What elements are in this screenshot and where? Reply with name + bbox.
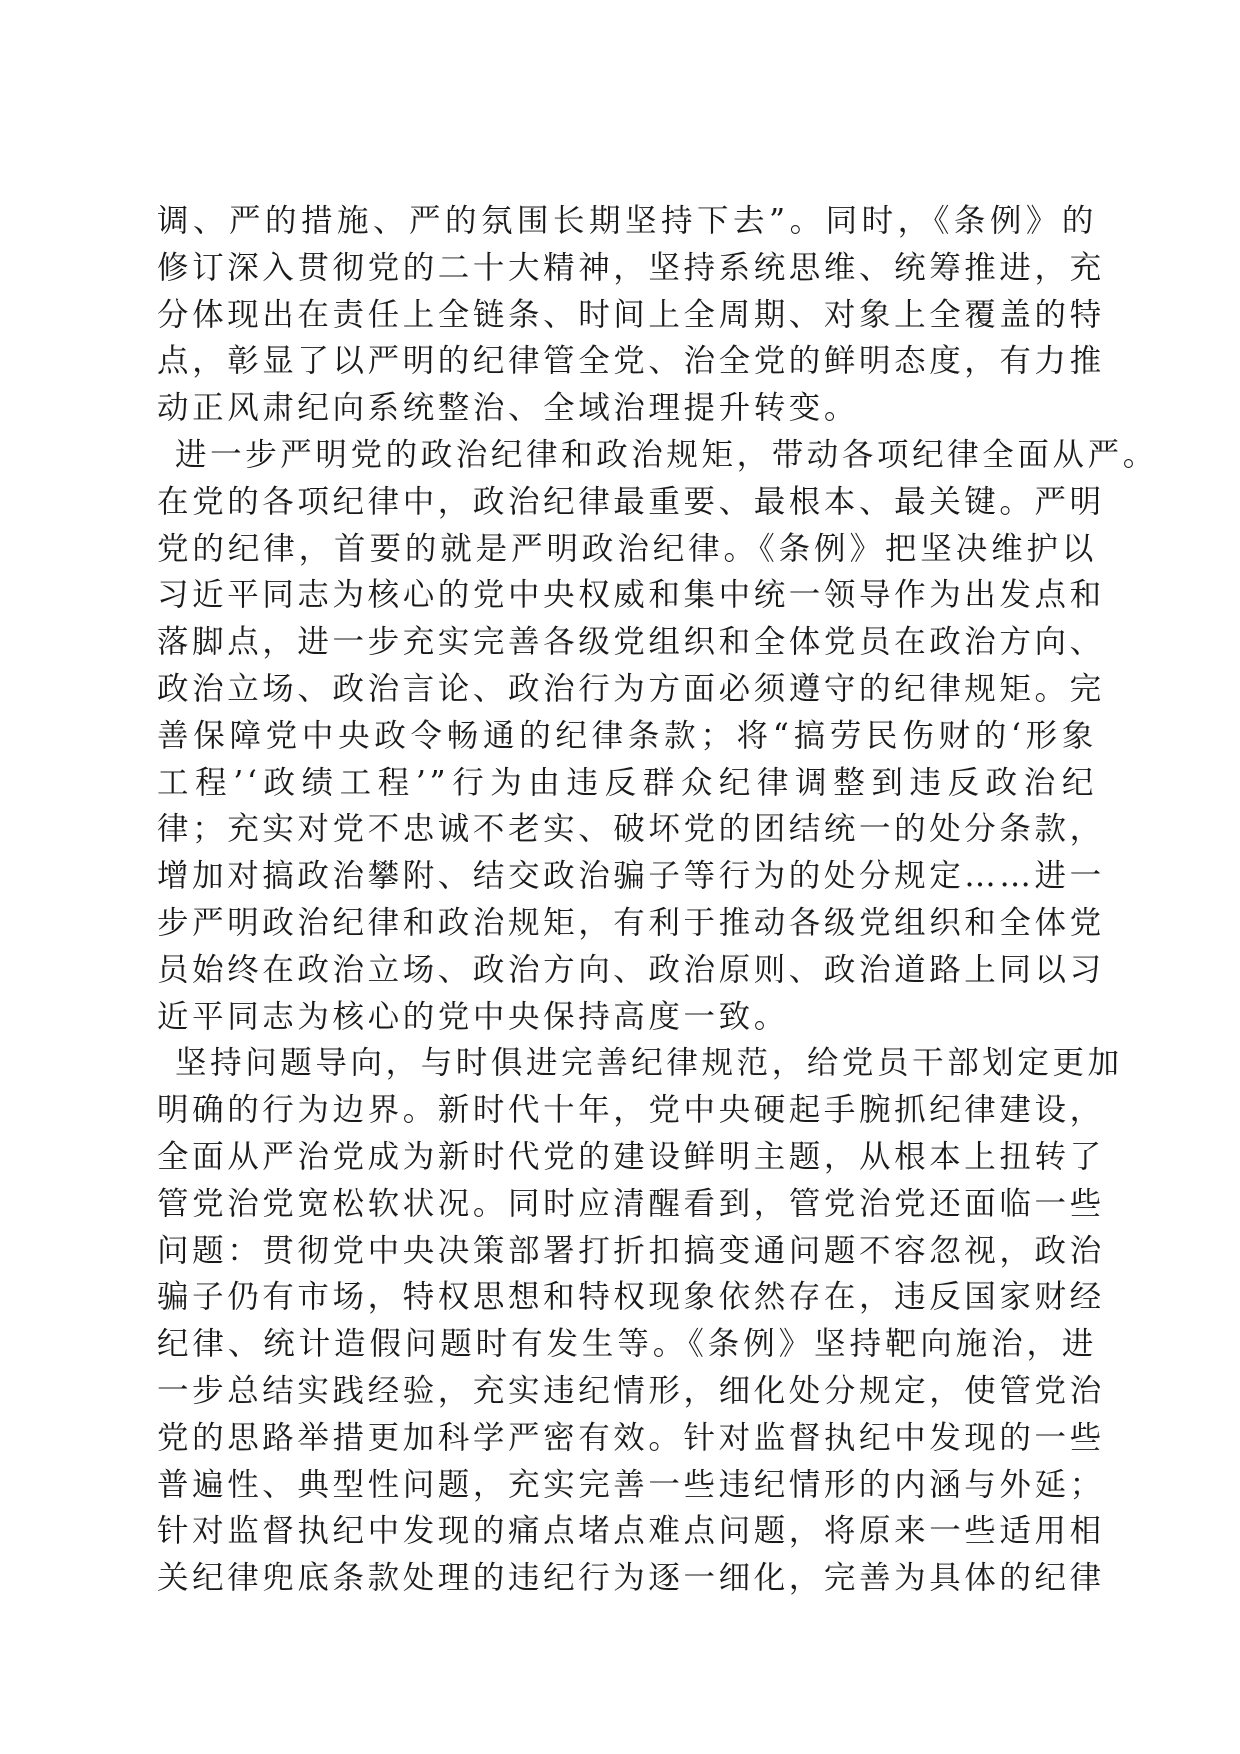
paragraph-first-line: 坚持问题导向，与时俱进完善纪律规范，给党员干部划定更加 bbox=[175, 1045, 1123, 1082]
text-line: 在党的各项纪律中，政治纪律最重要、最根本、最关键。严明 bbox=[157, 483, 1105, 520]
text-line: 近平同志为核心的党中央保持高度一致。 bbox=[157, 998, 789, 1035]
text-line: 政治立场、政治言论、政治行为方面必须遵守的纪律规矩。完 bbox=[157, 670, 1105, 707]
text-line: 分体现出在责任上全链条、时间上全周期、对象上全覆盖的特 bbox=[157, 296, 1105, 333]
text-line: 调、严的措施、严的氛围长期坚持下去”。同时，《条例》的 bbox=[157, 203, 1097, 239]
text-line: 修订深入贯彻党的二十大精神，坚持系统思维、统筹推进，充 bbox=[157, 249, 1105, 286]
text-line: 律；充实对党不忠诚不老实、破坏党的团结统一的处分条款， bbox=[157, 811, 1105, 848]
paragraph-first-line: 进一步严明党的政治纪律和政治规矩，带动各项纪律全面从严。 bbox=[175, 436, 1158, 473]
text-line: 问题：贯彻党中央决策部署打折扣搞变通问题不容忽视，政治 bbox=[157, 1232, 1105, 1269]
text-line: 习近平同志为核心的党中央权威和集中统一领导作为出发点和 bbox=[157, 577, 1105, 614]
text-line: 善保障党中央政令畅通的纪律条款；将“搞劳民伤财的‘形象 bbox=[157, 717, 1097, 754]
text-line: 员始终在政治立场、政治方向、政治原则、政治道路上同以习 bbox=[157, 951, 1105, 988]
text-line: 骗子仍有市场，特权思想和特权现象依然存在，违反国家财经 bbox=[157, 1279, 1105, 1316]
text-line: 全面从严治党成为新时代党的建设鲜明主题，从根本上扭转了 bbox=[157, 1138, 1105, 1175]
text-line: 动正风肃纪向系统整治、全域治理提升转变。 bbox=[157, 390, 860, 427]
text-line: 党的纪律，首要的就是严明政治纪律。《条例》把坚决维护以 bbox=[157, 530, 1097, 567]
text-line: 党的思路举措更加科学严密有效。针对监督执纪中发现的一些 bbox=[157, 1419, 1105, 1456]
text-line: 步严明政治纪律和政治规矩，有利于推动各级党组织和全体党 bbox=[157, 904, 1105, 941]
text-line: 普遍性、典型性问题，充实完善一些违纪情形的内涵与外延； bbox=[157, 1466, 1105, 1503]
text-line: 增加对搞政治攀附、结交政治骗子等行为的处分规定……进一 bbox=[157, 858, 1105, 895]
text-line: 关纪律兜底条款处理的违纪行为逐一细化，完善为具体的纪律 bbox=[157, 1560, 1105, 1597]
text-line: 纪律、统计造假问题时有发生等。《条例》坚持靶向施治，进 bbox=[157, 1326, 1097, 1363]
body-text bbox=[157, 198, 1158, 1602]
text-line: 点，彰显了以严明的纪律管全党、治全党的鲜明态度，有力推 bbox=[157, 343, 1105, 380]
text-line: 明确的行为边界。新时代十年，党中央硬起手腕抓纪律建设， bbox=[157, 1092, 1105, 1129]
text-line: 工程’‘政绩工程’”行为由违反群众纪律调整到违反政治纪 bbox=[157, 764, 1097, 801]
text-line: 管党治党宽松软状况。同时应清醒看到，管党治党还面临一些 bbox=[157, 1185, 1105, 1222]
text-line: 针对监督执纪中发现的痛点堵点难点问题，将原来一些适用相 bbox=[157, 1513, 1105, 1550]
text-line: 一步总结实践经验，充实违纪情形，细化处分规定，使管党治 bbox=[157, 1372, 1105, 1409]
text-line: 落脚点，进一步充实完善各级党组织和全体党员在政治方向、 bbox=[157, 624, 1105, 661]
